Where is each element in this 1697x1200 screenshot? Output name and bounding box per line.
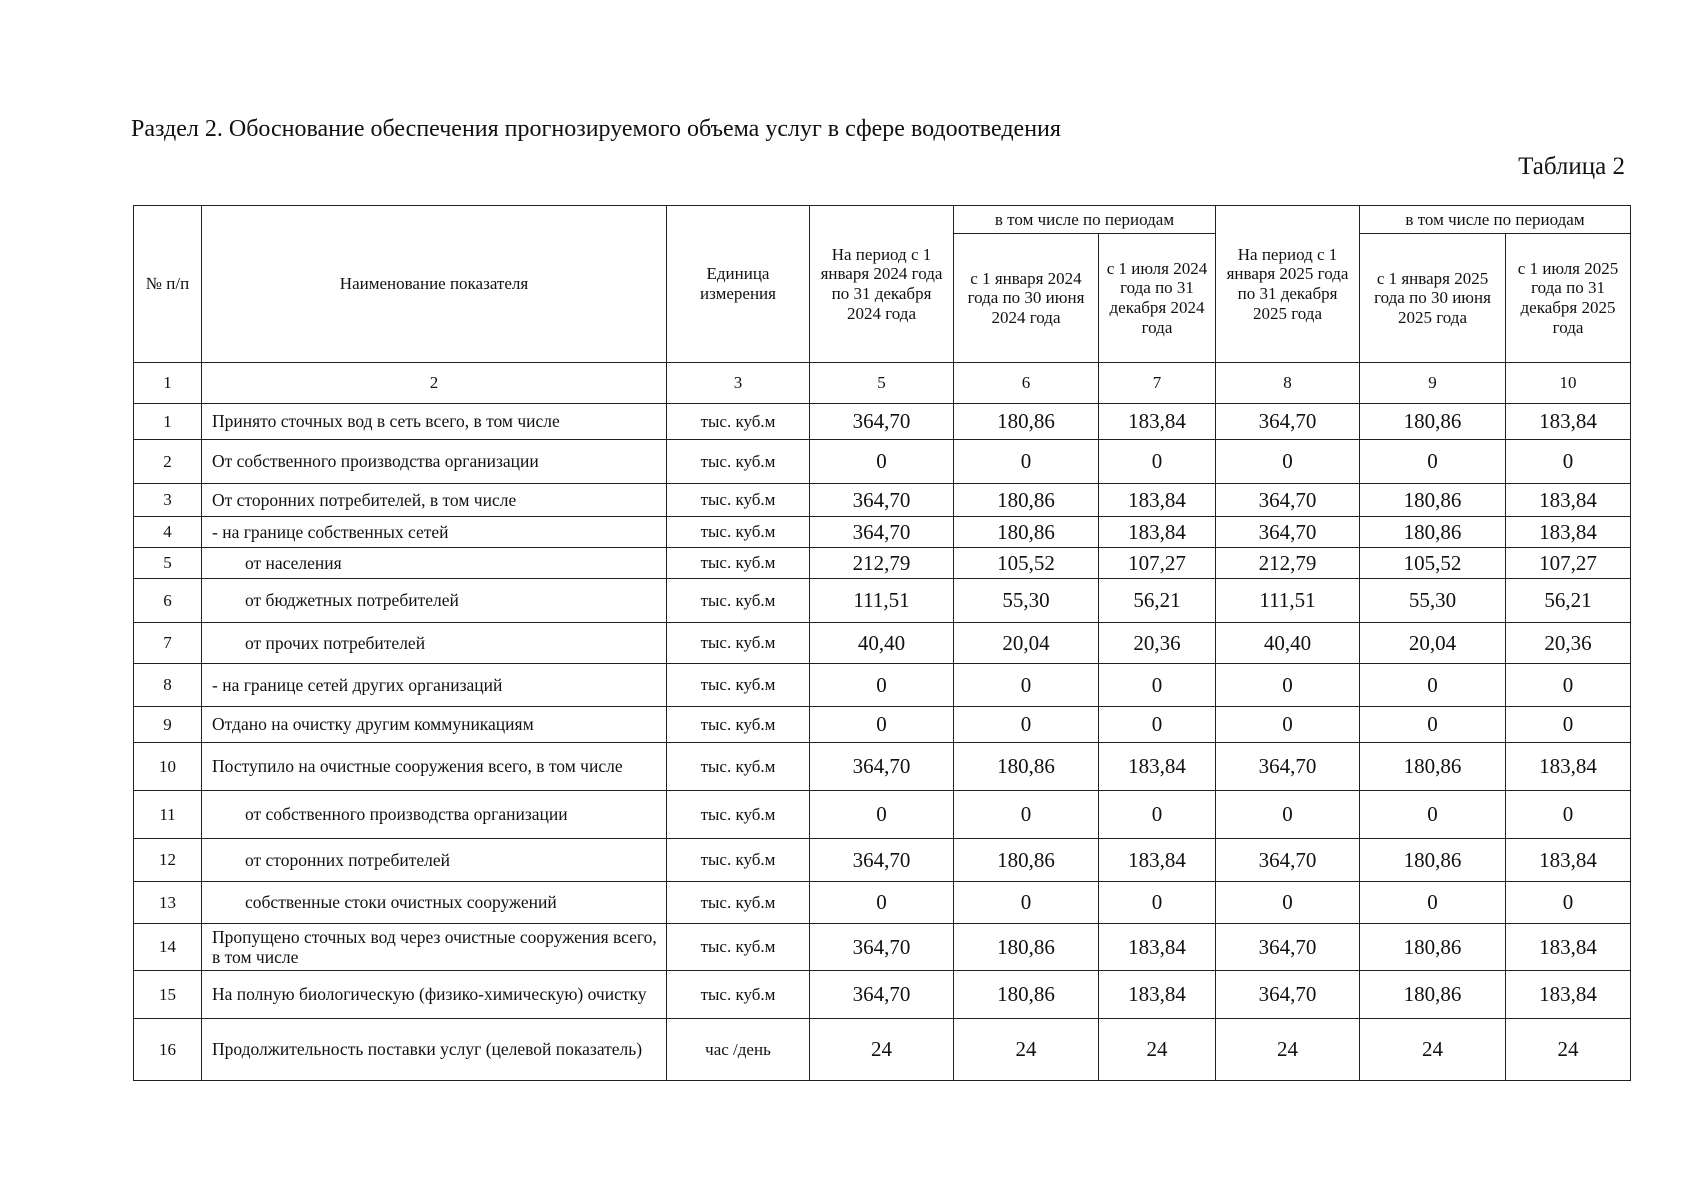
value-cell: 20,04 bbox=[1360, 623, 1506, 664]
value-cell: 180,86 bbox=[1360, 404, 1506, 440]
indicator-name: От сторонних потребителей, в том числе bbox=[202, 484, 667, 517]
value-cell: 0 bbox=[1216, 440, 1360, 484]
value-cell: 0 bbox=[1360, 791, 1506, 839]
value-cell: 105,52 bbox=[954, 548, 1099, 579]
value-cell: 0 bbox=[1216, 882, 1360, 924]
indicator-name: - на границе сетей других организаций bbox=[202, 664, 667, 707]
value-cell: 364,70 bbox=[1216, 971, 1360, 1019]
row-number: 10 bbox=[134, 743, 202, 791]
table-row bbox=[134, 517, 1631, 548]
header-h2-2025: с 1 июля 2025 года по 31 декабря 2025 года bbox=[1506, 234, 1631, 363]
value-cell: 107,27 bbox=[1506, 548, 1631, 579]
value-cell: 20,04 bbox=[954, 623, 1099, 664]
table-row bbox=[134, 924, 1631, 971]
table-row bbox=[134, 707, 1631, 743]
value-cell: 364,70 bbox=[810, 743, 954, 791]
column-number: 9 bbox=[1360, 363, 1506, 404]
indicator-name: от бюджетных потребителей bbox=[202, 579, 667, 623]
value-cell: 183,84 bbox=[1099, 839, 1216, 882]
value-cell: 0 bbox=[1216, 791, 1360, 839]
row-number: 2 bbox=[134, 440, 202, 484]
row-number: 13 bbox=[134, 882, 202, 924]
value-cell: 212,79 bbox=[1216, 548, 1360, 579]
value-cell: 180,86 bbox=[1360, 924, 1506, 971]
indicator-name: Поступило на очистные сооружения всего, в том числе bbox=[202, 743, 667, 791]
indicator-name: от прочих потребителей bbox=[202, 623, 667, 664]
value-cell: 183,84 bbox=[1506, 743, 1631, 791]
value-cell: 55,30 bbox=[954, 579, 1099, 623]
value-cell: 20,36 bbox=[1506, 623, 1631, 664]
value-cell: 0 bbox=[1506, 707, 1631, 743]
row-number: 4 bbox=[134, 517, 202, 548]
table-row bbox=[134, 743, 1631, 791]
value-cell: 0 bbox=[1506, 664, 1631, 707]
value-cell: 0 bbox=[1216, 664, 1360, 707]
table-row bbox=[134, 1019, 1631, 1081]
unit-cell: тыс. куб.м bbox=[667, 404, 810, 440]
unit-cell: час /день bbox=[667, 1019, 810, 1081]
indicator-name: На полную биологическую (физико-химическую) очистку bbox=[202, 971, 667, 1019]
value-cell: 180,86 bbox=[954, 924, 1099, 971]
row-number: 1 bbox=[134, 404, 202, 440]
column-number: 1 bbox=[134, 363, 202, 404]
value-cell: 180,86 bbox=[1360, 971, 1506, 1019]
value-cell: 0 bbox=[810, 664, 954, 707]
value-cell: 0 bbox=[1099, 664, 1216, 707]
value-cell: 364,70 bbox=[1216, 839, 1360, 882]
value-cell: 0 bbox=[1099, 791, 1216, 839]
value-cell: 107,27 bbox=[1099, 548, 1216, 579]
indicator-name: От собственного производства организации bbox=[202, 440, 667, 484]
unit-cell: тыс. куб.м bbox=[667, 484, 810, 517]
value-cell: 180,86 bbox=[954, 839, 1099, 882]
value-cell: 0 bbox=[954, 882, 1099, 924]
value-cell: 55,30 bbox=[1360, 579, 1506, 623]
header-name: Наименование показателя bbox=[202, 206, 667, 363]
indicator-name: от населения bbox=[202, 548, 667, 579]
value-cell: 24 bbox=[1506, 1019, 1631, 1081]
value-cell: 183,84 bbox=[1506, 971, 1631, 1019]
row-number: 8 bbox=[134, 664, 202, 707]
value-cell: 183,84 bbox=[1506, 484, 1631, 517]
value-cell: 364,70 bbox=[810, 924, 954, 971]
water-disposal-table bbox=[133, 205, 1631, 1081]
row-number: 6 bbox=[134, 579, 202, 623]
value-cell: 0 bbox=[810, 440, 954, 484]
value-cell: 212,79 bbox=[810, 548, 954, 579]
unit-cell: тыс. куб.м bbox=[667, 707, 810, 743]
table-row bbox=[134, 484, 1631, 517]
value-cell: 180,86 bbox=[954, 404, 1099, 440]
table-header bbox=[134, 206, 1631, 363]
value-cell: 364,70 bbox=[810, 839, 954, 882]
value-cell: 364,70 bbox=[810, 484, 954, 517]
table-row bbox=[134, 404, 1631, 440]
value-cell: 364,70 bbox=[1216, 517, 1360, 548]
header-unit: Единица измерения bbox=[667, 206, 810, 363]
unit-cell: тыс. куб.м bbox=[667, 548, 810, 579]
column-number: 7 bbox=[1099, 363, 1216, 404]
header-h2-2024: с 1 июля 2024 года по 31 декабря 2024 года bbox=[1099, 234, 1216, 363]
value-cell: 180,86 bbox=[954, 484, 1099, 517]
value-cell: 180,86 bbox=[954, 743, 1099, 791]
value-cell: 183,84 bbox=[1099, 404, 1216, 440]
value-cell: 24 bbox=[1360, 1019, 1506, 1081]
table-body bbox=[134, 363, 1631, 1081]
value-cell: 180,86 bbox=[954, 517, 1099, 548]
unit-cell: тыс. куб.м bbox=[667, 924, 810, 971]
row-number: 14 bbox=[134, 924, 202, 971]
value-cell: 0 bbox=[1099, 707, 1216, 743]
value-cell: 0 bbox=[954, 791, 1099, 839]
section-title: Раздел 2. Обоснование обеспечения прогнозируемого объема услуг в сфере водоотведения bbox=[131, 116, 1061, 142]
row-number: 5 bbox=[134, 548, 202, 579]
value-cell: 183,84 bbox=[1506, 517, 1631, 548]
column-number: 3 bbox=[667, 363, 810, 404]
value-cell: 0 bbox=[1506, 791, 1631, 839]
header-period-2024: На период с 1 января 2024 года по 31 декабря 2024 года bbox=[810, 206, 954, 363]
table-row bbox=[134, 440, 1631, 484]
table-row bbox=[134, 579, 1631, 623]
value-cell: 0 bbox=[1360, 882, 1506, 924]
table-row bbox=[134, 882, 1631, 924]
indicator-name: от сторонних потребителей bbox=[202, 839, 667, 882]
value-cell: 180,86 bbox=[1360, 484, 1506, 517]
value-cell: 111,51 bbox=[810, 579, 954, 623]
row-number: 3 bbox=[134, 484, 202, 517]
indicator-name: собственные стоки очистных сооружений bbox=[202, 882, 667, 924]
row-number: 11 bbox=[134, 791, 202, 839]
value-cell: 0 bbox=[1360, 664, 1506, 707]
indicator-name: - на границе собственных сетей bbox=[202, 517, 667, 548]
value-cell: 24 bbox=[954, 1019, 1099, 1081]
row-number: 7 bbox=[134, 623, 202, 664]
column-number: 10 bbox=[1506, 363, 1631, 404]
value-cell: 364,70 bbox=[1216, 743, 1360, 791]
table-row bbox=[134, 791, 1631, 839]
value-cell: 111,51 bbox=[1216, 579, 1360, 623]
value-cell: 183,84 bbox=[1099, 924, 1216, 971]
table-row bbox=[134, 971, 1631, 1019]
table-row bbox=[134, 839, 1631, 882]
value-cell: 183,84 bbox=[1506, 924, 1631, 971]
unit-cell: тыс. куб.м bbox=[667, 664, 810, 707]
value-cell: 0 bbox=[810, 707, 954, 743]
value-cell: 364,70 bbox=[1216, 924, 1360, 971]
table-row bbox=[134, 548, 1631, 579]
value-cell: 24 bbox=[1216, 1019, 1360, 1081]
value-cell: 180,86 bbox=[1360, 743, 1506, 791]
value-cell: 0 bbox=[954, 440, 1099, 484]
row-number: 9 bbox=[134, 707, 202, 743]
unit-cell: тыс. куб.м bbox=[667, 440, 810, 484]
header-incl-periods-2024: в том числе по периодам bbox=[954, 206, 1216, 234]
value-cell: 0 bbox=[1506, 440, 1631, 484]
value-cell: 183,84 bbox=[1099, 743, 1216, 791]
value-cell: 180,86 bbox=[1360, 839, 1506, 882]
value-cell: 56,21 bbox=[1506, 579, 1631, 623]
value-cell: 105,52 bbox=[1360, 548, 1506, 579]
value-cell: 0 bbox=[1216, 707, 1360, 743]
indicator-name: Пропущено сточных вод через очистные сооружения всего, в том числе bbox=[202, 924, 667, 971]
header-num: № п/п bbox=[134, 206, 202, 363]
value-cell: 0 bbox=[1506, 882, 1631, 924]
unit-cell: тыс. куб.м bbox=[667, 971, 810, 1019]
value-cell: 40,40 bbox=[810, 623, 954, 664]
header-period-2025: На период с 1 января 2025 года по 31 декабря 2025 года bbox=[1216, 206, 1360, 363]
value-cell: 0 bbox=[810, 791, 954, 839]
value-cell: 40,40 bbox=[1216, 623, 1360, 664]
column-number: 5 bbox=[810, 363, 954, 404]
unit-cell: тыс. куб.м bbox=[667, 579, 810, 623]
value-cell: 0 bbox=[954, 707, 1099, 743]
value-cell: 183,84 bbox=[1099, 517, 1216, 548]
column-number: 2 bbox=[202, 363, 667, 404]
value-cell: 364,70 bbox=[810, 971, 954, 1019]
value-cell: 0 bbox=[1360, 440, 1506, 484]
indicator-name: Принято сточных вод в сеть всего, в том числе bbox=[202, 404, 667, 440]
value-cell: 180,86 bbox=[954, 971, 1099, 1019]
value-cell: 180,86 bbox=[1360, 517, 1506, 548]
value-cell: 24 bbox=[1099, 1019, 1216, 1081]
unit-cell: тыс. куб.м bbox=[667, 882, 810, 924]
row-number: 15 bbox=[134, 971, 202, 1019]
indicator-name: Продолжительность поставки услуг (целевой показатель) bbox=[202, 1019, 667, 1081]
value-cell: 183,84 bbox=[1099, 971, 1216, 1019]
value-cell: 20,36 bbox=[1099, 623, 1216, 664]
header-incl-periods-2025: в том числе по периодам bbox=[1360, 206, 1631, 234]
value-cell: 364,70 bbox=[810, 404, 954, 440]
value-cell: 0 bbox=[1099, 440, 1216, 484]
value-cell: 364,70 bbox=[1216, 484, 1360, 517]
header-h1-2025: с 1 января 2025 года по 30 июня 2025 года bbox=[1360, 234, 1506, 363]
value-cell: 56,21 bbox=[1099, 579, 1216, 623]
unit-cell: тыс. куб.м bbox=[667, 791, 810, 839]
unit-cell: тыс. куб.м bbox=[667, 743, 810, 791]
row-number: 12 bbox=[134, 839, 202, 882]
table-row bbox=[134, 623, 1631, 664]
value-cell: 24 bbox=[810, 1019, 954, 1081]
table-row bbox=[134, 664, 1631, 707]
value-cell: 183,84 bbox=[1099, 484, 1216, 517]
header-h1-2024: с 1 января 2024 года по 30 июня 2024 года bbox=[954, 234, 1099, 363]
unit-cell: тыс. куб.м bbox=[667, 839, 810, 882]
column-number: 8 bbox=[1216, 363, 1360, 404]
value-cell: 0 bbox=[1099, 882, 1216, 924]
column-number: 6 bbox=[954, 363, 1099, 404]
value-cell: 0 bbox=[810, 882, 954, 924]
indicator-name: от собственного производства организации bbox=[202, 791, 667, 839]
indicator-name: Отдано на очистку другим коммуникациям bbox=[202, 707, 667, 743]
value-cell: 183,84 bbox=[1506, 404, 1631, 440]
value-cell: 0 bbox=[1360, 707, 1506, 743]
unit-cell: тыс. куб.м bbox=[667, 517, 810, 548]
value-cell: 183,84 bbox=[1506, 839, 1631, 882]
value-cell: 364,70 bbox=[810, 517, 954, 548]
column-number-row bbox=[134, 363, 1631, 404]
unit-cell: тыс. куб.м bbox=[667, 623, 810, 664]
value-cell: 364,70 bbox=[1216, 404, 1360, 440]
table-label: Таблица 2 bbox=[1518, 153, 1625, 180]
row-number: 16 bbox=[134, 1019, 202, 1081]
value-cell: 0 bbox=[954, 664, 1099, 707]
